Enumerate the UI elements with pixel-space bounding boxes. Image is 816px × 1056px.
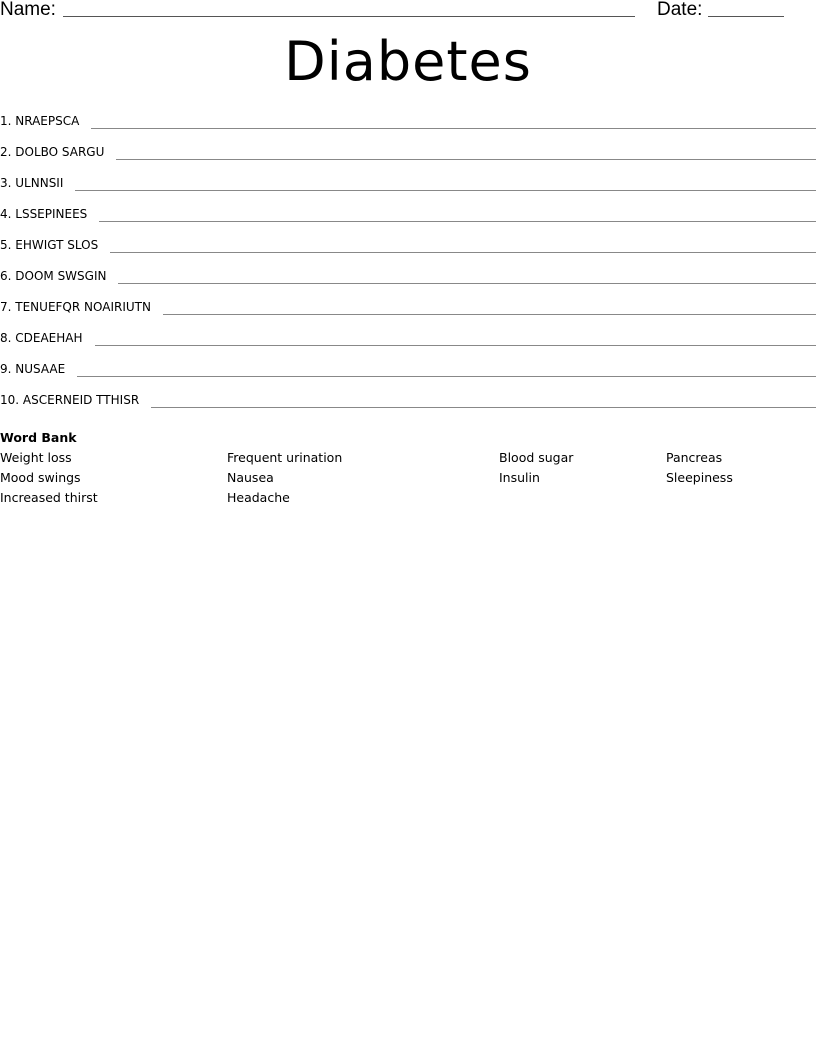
question-row bbox=[0, 359, 816, 390]
word-bank-word: Frequent urination bbox=[227, 450, 343, 465]
question-row bbox=[0, 142, 816, 173]
answer-line[interactable] bbox=[99, 221, 816, 222]
word-bank-word: Increased thirst bbox=[0, 490, 98, 505]
question-row bbox=[0, 266, 816, 297]
date-label: Date: bbox=[657, 0, 703, 20]
question-number: 7. bbox=[0, 300, 16, 314]
scrambled-word: TENUEFQR NOAIRIUTN bbox=[15, 300, 151, 314]
answer-line[interactable] bbox=[116, 159, 816, 160]
worksheet-header bbox=[0, 0, 816, 24]
answer-line[interactable] bbox=[110, 252, 816, 253]
date-blank-line[interactable] bbox=[708, 16, 784, 17]
question-number: 6. bbox=[0, 269, 16, 283]
answer-line[interactable] bbox=[163, 314, 816, 315]
question-number: 4. bbox=[0, 207, 16, 221]
word-bank-word: Weight loss bbox=[0, 450, 72, 465]
word-bank-word: Blood sugar bbox=[499, 450, 574, 465]
word-bank-word: Insulin bbox=[499, 470, 540, 485]
question-number: 3. bbox=[0, 176, 16, 190]
question-number: 8. bbox=[0, 331, 16, 345]
word-bank-word: Sleepiness bbox=[666, 470, 733, 485]
question-number: 10. bbox=[0, 393, 23, 407]
word-bank bbox=[0, 429, 816, 510]
word-bank-grid bbox=[0, 448, 816, 510]
answer-line[interactable] bbox=[95, 345, 816, 346]
scrambled-word: ASCERNEID TTHISR bbox=[22, 393, 140, 407]
answer-line[interactable] bbox=[75, 190, 816, 191]
question-row bbox=[0, 173, 816, 204]
question-row bbox=[0, 390, 816, 421]
question-row bbox=[0, 297, 816, 328]
answer-line[interactable] bbox=[118, 283, 816, 284]
word-bank-word: Mood swings bbox=[0, 470, 81, 485]
scrambled-word: NRAEPSCA bbox=[15, 114, 80, 128]
word-bank-word: Nausea bbox=[227, 470, 274, 485]
page-title: Diabetes bbox=[284, 30, 532, 93]
word-bank-word: Headache bbox=[227, 490, 290, 505]
scrambled-word: ULNNSII bbox=[15, 176, 64, 190]
scramble-question-list bbox=[0, 111, 816, 421]
question-number: 5. bbox=[0, 238, 16, 252]
scrambled-word: CDEAEHAH bbox=[15, 331, 83, 345]
word-bank-word: Pancreas bbox=[666, 450, 723, 465]
scrambled-word: EHWIGT SLOS bbox=[15, 238, 99, 252]
scrambled-word: LSSEPINEES bbox=[15, 207, 88, 221]
question-row bbox=[0, 235, 816, 266]
scrambled-word: NUSAAE bbox=[15, 362, 66, 376]
name-blank-line[interactable] bbox=[63, 16, 635, 17]
answer-line[interactable] bbox=[91, 128, 816, 129]
question-row bbox=[0, 111, 816, 142]
word-bank-title: Word Bank bbox=[0, 430, 77, 445]
question-row bbox=[0, 328, 816, 359]
answer-line[interactable] bbox=[77, 376, 816, 377]
scrambled-word: DOLBO SARGU bbox=[15, 145, 105, 159]
question-number: 1. bbox=[0, 114, 16, 128]
name-label: Name: bbox=[0, 0, 56, 20]
scrambled-word: DOOM SWSGIN bbox=[15, 269, 107, 283]
question-number: 2. bbox=[0, 145, 16, 159]
answer-line[interactable] bbox=[151, 407, 816, 408]
question-number: 9. bbox=[0, 362, 16, 376]
question-row bbox=[0, 204, 816, 235]
